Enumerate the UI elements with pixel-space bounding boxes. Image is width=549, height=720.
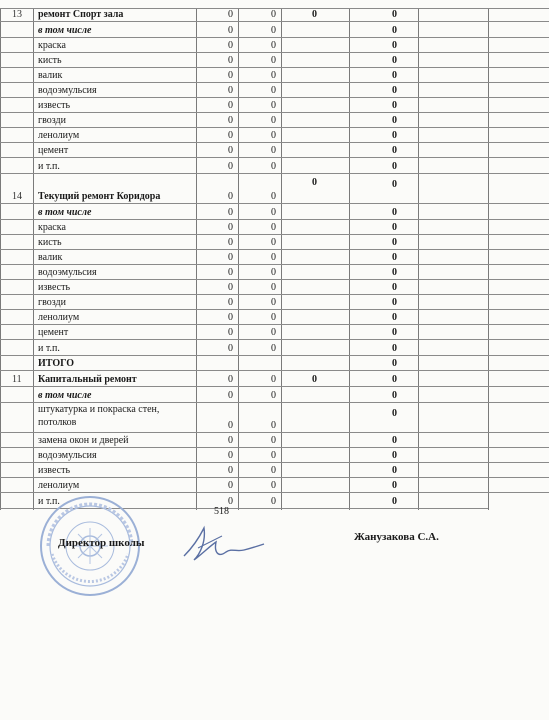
value-col-b: 0 — [271, 237, 276, 248]
value-col-c: 0 — [312, 374, 317, 385]
row-label: цемент — [38, 327, 69, 338]
value-col-b: 0 — [271, 496, 276, 507]
value-col-b: 0 — [271, 252, 276, 263]
table-row — [0, 203, 549, 219]
value-col-d: 0 — [392, 465, 397, 476]
value-col-a: 0 — [228, 100, 233, 111]
table-row — [0, 324, 549, 339]
value-col-b: 0 — [271, 130, 276, 141]
value-col-b: 0 — [271, 327, 276, 338]
value-col-d: 0 — [392, 252, 397, 263]
value-col-c: 0 — [312, 177, 317, 188]
table-row — [0, 157, 549, 173]
value-col-a: 0 — [228, 282, 233, 293]
value-col-a: 0 — [228, 252, 233, 263]
row-label: Капитальный ремонт — [38, 374, 137, 385]
value-col-a: 0 — [228, 312, 233, 323]
row-label: кисть — [38, 237, 62, 248]
value-col-b: 0 — [271, 145, 276, 156]
value-col-b: 0 — [271, 343, 276, 354]
value-col-a: 0 — [228, 130, 233, 141]
row-label: ленолиум — [38, 480, 80, 491]
value-col-a: 0 — [228, 465, 233, 476]
value-col-a: 0 — [228, 70, 233, 81]
row-label: в том числе — [38, 25, 92, 36]
page-number: 518 — [214, 506, 229, 517]
row-label: водоэмульсия — [38, 450, 97, 461]
value-col-b: 0 — [271, 115, 276, 126]
value-col-d: 0 — [392, 145, 397, 156]
row-label: известь — [38, 100, 71, 111]
table-row — [0, 264, 549, 279]
value-col-a: 0 — [228, 191, 233, 202]
value-col-d: 0 — [392, 70, 397, 81]
value-col-b: 0 — [271, 191, 276, 202]
value-col-d: 0 — [392, 408, 397, 419]
table-row — [0, 370, 549, 386]
row-label: в том числе — [38, 207, 92, 218]
row-label: водоэмульсия — [38, 85, 97, 96]
value-col-b: 0 — [271, 100, 276, 111]
value-col-b: 0 — [271, 420, 276, 431]
director-name: Жанузакова С.А. — [354, 531, 439, 543]
row-label: Текущий ремонт Коридора — [38, 191, 161, 202]
table-row — [0, 309, 549, 324]
row-label: краска — [38, 40, 66, 51]
value-col-b: 0 — [271, 435, 276, 446]
table-row — [0, 249, 549, 264]
value-col-b: 0 — [271, 161, 276, 172]
table-row — [0, 219, 549, 234]
director-label: Директор школы — [58, 537, 145, 549]
table-row — [0, 279, 549, 294]
value-col-b: 0 — [271, 312, 276, 323]
table-row — [0, 234, 549, 249]
table-row — [0, 432, 549, 447]
row-label: штукатурка и покраска стен, потолков — [38, 404, 160, 428]
value-col-d: 0 — [392, 85, 397, 96]
value-col-d: 0 — [392, 390, 397, 401]
table-row — [0, 477, 549, 492]
row-label: в том числе — [38, 390, 92, 401]
row-label: валик — [38, 70, 63, 81]
row-label: краска — [38, 222, 66, 233]
table-row — [0, 142, 549, 157]
table-row — [0, 112, 549, 127]
value-col-d: 0 — [392, 25, 397, 36]
value-col-b: 0 — [271, 207, 276, 218]
value-col-b: 0 — [271, 222, 276, 233]
value-col-a: 0 — [228, 390, 233, 401]
row-label: и т.п. — [38, 161, 60, 172]
table-row — [0, 37, 549, 52]
row-number: 14 — [12, 191, 22, 202]
value-col-a: 0 — [228, 85, 233, 96]
table-row — [0, 173, 549, 203]
value-col-d: 0 — [392, 115, 397, 126]
value-col-a: 0 — [228, 25, 233, 36]
row-label: цемент — [38, 145, 69, 156]
row-label: ленолиум — [38, 130, 80, 141]
table-row — [0, 462, 549, 477]
row-label: и т.п. — [38, 343, 60, 354]
value-col-a: 0 — [228, 222, 233, 233]
value-col-b: 0 — [271, 282, 276, 293]
value-col-d: 0 — [392, 222, 397, 233]
value-col-b: 0 — [271, 297, 276, 308]
value-col-d: 0 — [392, 358, 397, 369]
value-col-d: 0 — [392, 312, 397, 323]
value-col-d: 0 — [392, 282, 397, 293]
row-number: 11 — [12, 374, 22, 385]
value-col-d: 0 — [392, 40, 397, 51]
signature-icon — [178, 518, 268, 568]
value-col-d: 0 — [392, 207, 397, 218]
value-col-a: 0 — [228, 115, 233, 126]
value-col-b: 0 — [271, 465, 276, 476]
value-col-b: 0 — [271, 480, 276, 491]
value-col-b: 0 — [271, 390, 276, 401]
row-label: водоэмульсия — [38, 267, 97, 278]
row-label: известь — [38, 465, 71, 476]
value-col-b: 0 — [271, 85, 276, 96]
value-col-c: 0 — [312, 9, 317, 20]
table-row — [0, 386, 549, 402]
value-col-a: 0 — [228, 267, 233, 278]
value-col-d: 0 — [392, 237, 397, 248]
value-col-b: 0 — [271, 374, 276, 385]
value-col-a: 0 — [228, 207, 233, 218]
value-col-a: 0 — [228, 450, 233, 461]
value-col-d: 0 — [392, 450, 397, 461]
value-col-a: 0 — [228, 237, 233, 248]
value-col-d: 0 — [392, 297, 397, 308]
table-row — [0, 21, 549, 37]
value-col-a: 0 — [228, 496, 233, 507]
value-col-a: 0 — [228, 435, 233, 446]
table-row — [0, 402, 549, 432]
value-col-d: 0 — [392, 496, 397, 507]
value-col-a: 0 — [228, 480, 233, 491]
table-row — [0, 294, 549, 309]
value-col-b: 0 — [271, 450, 276, 461]
table-row — [0, 8, 549, 21]
table-row — [0, 339, 549, 355]
table-row — [0, 97, 549, 112]
row-label: кисть — [38, 55, 62, 66]
value-col-b: 0 — [271, 267, 276, 278]
value-col-d: 0 — [392, 343, 397, 354]
value-col-a: 0 — [228, 40, 233, 51]
value-col-d: 0 — [392, 9, 397, 20]
row-number: 13 — [12, 9, 22, 20]
table-row — [0, 355, 549, 370]
value-col-d: 0 — [392, 179, 397, 190]
value-col-d: 0 — [392, 161, 397, 172]
value-col-d: 0 — [392, 100, 397, 111]
row-label: замена окон и дверей — [38, 435, 129, 446]
value-col-a: 0 — [228, 297, 233, 308]
row-label: валик — [38, 252, 63, 263]
value-col-b: 0 — [271, 40, 276, 51]
value-col-a: 0 — [228, 161, 233, 172]
row-label: ИТОГО — [38, 358, 74, 369]
row-label: ленолиум — [38, 312, 80, 323]
value-col-d: 0 — [392, 267, 397, 278]
value-col-a: 0 — [228, 327, 233, 338]
table-row — [0, 82, 549, 97]
table-row — [0, 127, 549, 142]
row-label: известь — [38, 282, 71, 293]
table-row — [0, 67, 549, 82]
row-label: гвозди — [38, 115, 66, 126]
row-label: гвозди — [38, 297, 66, 308]
value-col-a: 0 — [228, 374, 233, 385]
table-row — [0, 52, 549, 67]
value-col-d: 0 — [392, 130, 397, 141]
value-col-d: 0 — [392, 480, 397, 491]
row-label: ремонт Спорт зала — [38, 9, 124, 20]
value-col-d: 0 — [392, 374, 397, 385]
value-col-b: 0 — [271, 9, 276, 20]
value-col-a: 0 — [228, 9, 233, 20]
value-col-b: 0 — [271, 25, 276, 36]
value-col-d: 0 — [392, 55, 397, 66]
value-col-a: 0 — [228, 145, 233, 156]
value-col-a: 0 — [228, 55, 233, 66]
value-col-a: 0 — [228, 343, 233, 354]
row-label: и т.п. — [38, 496, 60, 507]
value-col-b: 0 — [271, 55, 276, 66]
value-col-a: 0 — [228, 420, 233, 431]
value-col-d: 0 — [392, 327, 397, 338]
value-col-b: 0 — [271, 70, 276, 81]
table-row — [0, 447, 549, 462]
value-col-d: 0 — [392, 435, 397, 446]
